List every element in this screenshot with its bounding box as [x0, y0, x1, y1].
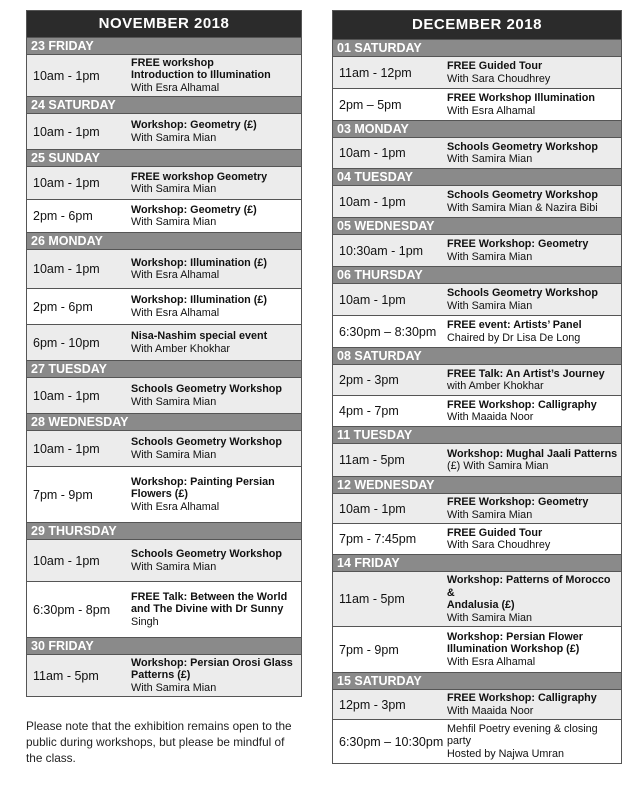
- event-description: [447, 287, 598, 312]
- event-title: FREE event: Artists’ Panel: [447, 319, 582, 331]
- event-title: FREE workshop: [131, 56, 214, 69]
- event-description: [131, 591, 287, 629]
- event-title: FREE Guided Tour: [447, 526, 543, 539]
- event-title: Illumination Workshop (£): [447, 643, 580, 656]
- event-row: [333, 88, 621, 120]
- event-time: 6:30pm – 10:30pm: [339, 734, 444, 749]
- event-row: [333, 571, 621, 626]
- event-host: With Samira Mian: [447, 250, 533, 263]
- event-row: [27, 430, 301, 466]
- november-schedule: [26, 10, 302, 697]
- event-description: [447, 574, 621, 624]
- event-time: 10am - 1pm: [33, 441, 100, 456]
- event-host: With Sara Choudhrey: [447, 539, 551, 551]
- event-description: [131, 436, 282, 461]
- event-host: With Samira Mian: [447, 153, 533, 165]
- event-title: Flowers (£): [131, 488, 188, 501]
- event-description: [447, 631, 583, 669]
- event-title: Workshop: Persian Orosi Glass: [131, 656, 293, 669]
- event-title: Andalusia (£): [446, 599, 515, 611]
- event-title: FREE Workshop: Calligraphy: [447, 398, 597, 411]
- event-title: Workshop: Patterns of Morocco &: [446, 574, 611, 599]
- event-time: 10:30am - 1pm: [339, 243, 424, 258]
- november-days: [27, 37, 301, 696]
- event-row: [27, 249, 301, 288]
- event-description: [131, 204, 257, 229]
- event-host: With Samira Mian: [131, 216, 217, 228]
- event-row: [333, 283, 621, 315]
- event-row: [27, 466, 301, 522]
- event-host: Singh: [131, 615, 159, 628]
- event-row: [27, 199, 301, 232]
- event-title: FREE Workshop: Geometry: [447, 496, 589, 508]
- day-header: 05 WEDNESDAY: [333, 217, 621, 234]
- event-title: Workshop: Geometry (£): [131, 119, 257, 131]
- event-host: party: [447, 735, 472, 748]
- event-description: [447, 368, 605, 393]
- event-description: [447, 496, 588, 521]
- day-header: 15 SATURDAY: [333, 672, 621, 689]
- event-time: 11am - 5pm: [33, 668, 99, 683]
- event-title: Nisa-Nashim special event: [131, 330, 268, 342]
- event-title: Workshop: Illumination (£): [131, 256, 267, 269]
- event-row: [333, 719, 621, 763]
- event-time: 10am - 1pm: [33, 124, 100, 139]
- event-description: [447, 92, 595, 117]
- event-host: With Maaida Noor: [447, 704, 534, 717]
- event-time: 2pm - 6pm: [33, 209, 93, 223]
- event-time: 10am - 1pm: [33, 176, 100, 190]
- event-time: 6:30pm – 8:30pm: [339, 324, 437, 339]
- event-description: [447, 399, 597, 424]
- event-description: [131, 548, 282, 573]
- event-row: [333, 689, 621, 719]
- event-row: [27, 654, 301, 696]
- event-host: With Samira Mian: [447, 508, 533, 521]
- month-header-december: DECEMBER 2018: [333, 11, 621, 39]
- event-host: Hosted by Najwa Umran: [447, 747, 565, 760]
- day-header: 12 WEDNESDAY: [333, 476, 621, 493]
- event-time: 10am - 1pm: [339, 194, 406, 209]
- event-time: 2pm - 3pm: [339, 373, 399, 387]
- event-time: 6pm - 10pm: [33, 335, 100, 350]
- event-row: [27, 377, 301, 413]
- event-row: [333, 185, 621, 217]
- event-host: Chaired by Dr Lisa De Long: [447, 331, 581, 344]
- day-header: 27 TUESDAY: [27, 360, 301, 377]
- event-description: [447, 141, 598, 166]
- exhibition-note: Please note that the exhibition remains open to the public during workshops, but please be mindful of the class.: [26, 719, 292, 765]
- event-description: [131, 57, 271, 95]
- event-title: Workshop: Painting Persian: [131, 475, 275, 488]
- event-time: 11am - 5pm: [339, 592, 405, 606]
- event-description: [131, 476, 275, 514]
- day-header: 01 SATURDAY: [333, 39, 621, 56]
- event-title: Workshop: Illumination (£): [131, 294, 267, 306]
- event-time: 6:30pm - 8pm: [33, 602, 111, 617]
- event-title: Workshop: Mughal Jaali Patterns: [447, 447, 618, 460]
- day-header: 29 THURSDAY: [27, 522, 301, 539]
- event-description: [447, 60, 550, 85]
- event-row: [333, 626, 621, 672]
- event-time: 10am - 1pm: [33, 68, 100, 83]
- day-header: 11 TUESDAY: [333, 426, 621, 443]
- event-host: With Esra Alhamal: [131, 269, 220, 281]
- event-time: 10am - 1pm: [33, 262, 100, 276]
- event-title: Workshop: Geometry (£): [131, 203, 257, 216]
- event-description: [131, 330, 267, 355]
- event-description: [447, 527, 550, 552]
- event-time: 2pm – 5pm: [339, 97, 402, 112]
- event-host: With Amber Khokhar: [131, 342, 231, 355]
- event-description: [131, 657, 293, 695]
- event-title: and The Divine with Dr Sunny: [131, 603, 284, 616]
- event-title: Schools Geometry Workshop: [447, 189, 598, 201]
- event-title: FREE Workshop: Calligraphy: [447, 692, 597, 704]
- event-time: 7pm - 9pm: [33, 487, 93, 502]
- event-title: Schools Geometry Workshop: [131, 436, 282, 448]
- event-row: [27, 166, 301, 199]
- event-row: [27, 539, 301, 581]
- event-time: 7pm - 7:45pm: [339, 532, 417, 546]
- day-header: 23 FRIDAY: [27, 37, 301, 54]
- event-time: 7pm - 9pm: [339, 642, 399, 657]
- event-description: [131, 383, 282, 408]
- event-host: With Samira Mian: [131, 681, 217, 694]
- event-row: [333, 493, 621, 523]
- month-header-november: NOVEMBER 2018: [27, 11, 301, 37]
- event-title: FREE Talk: Between the World: [131, 590, 288, 603]
- event-title: Schools Geometry Workshop: [131, 548, 282, 560]
- event-title: Schools Geometry Workshop: [447, 287, 598, 299]
- event-description: [131, 171, 267, 196]
- event-row: [333, 523, 621, 554]
- event-row: [27, 113, 301, 149]
- event-row: [333, 234, 621, 266]
- event-host: With Samira Mian: [131, 183, 217, 195]
- event-title: Schools Geometry Workshop: [131, 383, 282, 395]
- day-header: 26 MONDAY: [27, 232, 301, 249]
- event-host: Mehfil Poetry evening & closing: [447, 722, 598, 735]
- event-description: [447, 692, 597, 717]
- event-host: With Maaida Noor: [447, 411, 534, 423]
- event-description: [447, 723, 598, 761]
- event-host: With Samira Mian: [131, 560, 217, 573]
- event-time: 10am - 1pm: [33, 553, 100, 568]
- day-header: 28 WEDNESDAY: [27, 413, 301, 430]
- event-row: [27, 581, 301, 637]
- event-description: [447, 448, 617, 473]
- event-time: 4pm - 7pm: [339, 404, 399, 418]
- event-row: [333, 315, 621, 347]
- day-header: 25 SUNDAY: [27, 149, 301, 166]
- event-row: [333, 443, 621, 476]
- event-description: [447, 238, 588, 263]
- event-host: (£) With Samira Mian: [447, 460, 549, 472]
- event-host: With Samira Mian: [131, 131, 217, 144]
- event-title: Schools Geometry Workshop: [447, 140, 598, 153]
- event-title: Introduction to Illumination: [131, 69, 271, 82]
- event-host: With Samira Mian: [446, 611, 533, 624]
- event-title: FREE Workshop: Geometry: [447, 238, 589, 250]
- event-row: [27, 54, 301, 96]
- december-days: [333, 39, 621, 763]
- event-title: FREE Talk: An Artist’s Journey: [447, 367, 605, 380]
- event-time: 12pm - 3pm: [339, 697, 406, 712]
- event-host: With Samira Mian & Nazira Bibi: [447, 201, 598, 214]
- event-time: 10am - 1pm: [33, 388, 100, 403]
- event-host: with Amber Khokhar: [447, 380, 544, 392]
- day-header: 30 FRIDAY: [27, 637, 301, 654]
- event-time: 2pm - 6pm: [33, 299, 93, 314]
- event-title: FREE Workshop Illumination: [447, 92, 595, 104]
- event-host: With Samira Mian: [447, 299, 533, 312]
- event-title: Patterns (£): [131, 669, 191, 682]
- day-header: 14 FRIDAY: [333, 554, 621, 571]
- event-host: With Samira Mian: [131, 395, 217, 408]
- event-description: [447, 189, 598, 214]
- event-host: With Samira Mian: [131, 448, 217, 461]
- event-time: 10am - 1pm: [339, 501, 406, 516]
- event-host: With Esra Alhamal: [447, 655, 536, 668]
- event-time: 10am - 1pm: [339, 292, 406, 307]
- december-schedule: [332, 10, 622, 764]
- event-row: [333, 56, 621, 88]
- event-row: [27, 288, 301, 324]
- event-time: 11am - 5pm: [339, 453, 405, 467]
- day-header: 06 THURSDAY: [333, 266, 621, 283]
- event-host: With Esra Alhamal: [131, 81, 220, 94]
- event-title: Workshop: Persian Flower: [447, 630, 583, 643]
- event-row: [27, 324, 301, 360]
- event-row: [333, 137, 621, 168]
- event-description: [131, 119, 257, 144]
- event-description: [131, 257, 267, 282]
- day-header: 04 TUESDAY: [333, 168, 621, 185]
- event-row: [333, 364, 621, 395]
- event-time: 10am - 1pm: [339, 146, 406, 160]
- day-header: 24 SATURDAY: [27, 96, 301, 113]
- event-description: [447, 319, 582, 344]
- event-host: With Esra Alhamal: [131, 306, 220, 319]
- event-host: With Sara Choudhrey: [447, 72, 551, 85]
- event-host: With Esra Alhamal: [447, 104, 536, 117]
- day-header: 08 SATURDAY: [333, 347, 621, 364]
- event-title: FREE Guided Tour: [447, 60, 543, 72]
- event-description: [131, 294, 267, 319]
- event-host: With Esra Alhamal: [131, 500, 220, 513]
- day-header: 03 MONDAY: [333, 120, 621, 137]
- event-time: 11am - 12pm: [339, 65, 412, 80]
- event-title: FREE workshop Geometry: [131, 170, 268, 183]
- event-row: [333, 395, 621, 426]
